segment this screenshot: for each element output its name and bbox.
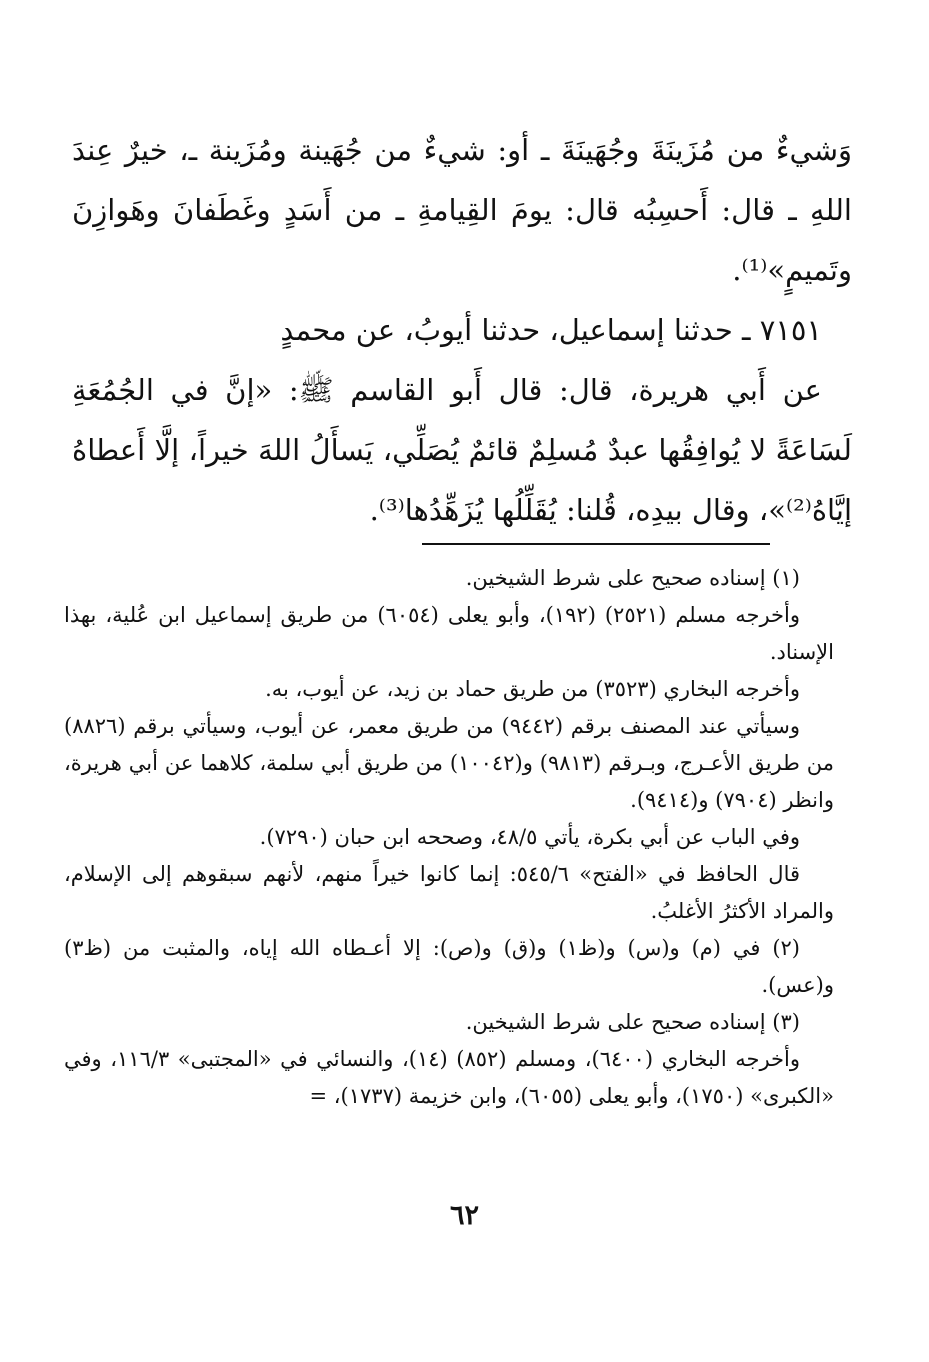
footnote-divider xyxy=(422,543,770,545)
footnote-3-paragraph: وأخرجه البخاري (٦٤٠٠)، ومسلم (٨٥٢) (١٤)، والنسائي في «المجتبى» ١١٦/٣، وفي «الكبرى» (١٧٥٠)، وأبو يعلى (٦٠٥٥)، وابن خزيمة (١٧٣٧)، = xyxy=(64,1047,834,1108)
hadith-text-7151: عن أَبي هريرة، قال: قال أَبو القاسم ﷺ: «إنَّ في الجُمُعَةِ لَسَاعَةً لا يُوافِقُها عبدٌ مُسلِمٌ قائمٌ يُصَلِّي، يَسأَلُ اللهَ خيراً، إلَّا أَعطاهُ إيَّاهُ⁽²⁾»، وقال بيدِه، قُلنا: يُقَلِّلُها يُزَهِّدُها⁽³⁾. xyxy=(72,373,852,527)
footnote-1-paragraph: وأخرجه مسلم (٢٥٢١) (١٩٢)، وأبو يعلى (٦٠٥٤) من طريق إسماعيل ابن عُلية، بهذا الإسناد. xyxy=(64,603,834,664)
footnotes xyxy=(64,560,834,1115)
footnote-1-paragraph: وأخرجه البخاري (٣٥٢٣) من طريق حماد بن زيد، عن أيوب، به. xyxy=(265,677,800,701)
footnote-1-paragraph: قال الحافظ في «الفتح» ٥٤٥/٦: إنما كانوا خيراً منهم، لأنهم سبقوهم إلى الإسلام، والمراد الأكثرُ الأغلبُ. xyxy=(64,862,834,923)
footnote-2: (٢) في (م) و(س) و(ظ١) و(ق) و(ص): إلا أعـطاه الله إياه، والمثبت من (ظ٣) و(عس). xyxy=(64,936,834,997)
footnote-3: (٣) إسناده صحيح على شرط الشيخين. xyxy=(465,1010,800,1034)
page-number: ٦٢ xyxy=(449,1200,479,1231)
main-text xyxy=(72,120,852,540)
hadith-text-continuation: وَشيءٌ من مُزَينَةَ وجُهَينَةَ ـ أو: شيءٌ من جُهَينة ومُزَينة ـ، خيرٌ عِندَ اللهِ ـ قال: أَحسِبُه قال: يومَ القِيامةِ ـ من أَسَدٍ وغَطَفانَ وهَوازِنَ وتَميمٍ»⁽¹⁾. xyxy=(72,133,852,287)
footnote-1: (١) إسناده صحيح على شرط الشيخين. xyxy=(465,566,800,590)
footnote-1-paragraph: وفي الباب عن أبي بكرة، يأتي ٤٨/٥، وصححه ابن حبان (٧٢٩٠). xyxy=(259,825,800,849)
hadith-chain-7151: ٧١٥١ ـ حدثنا إسماعيل، حدثنا أيوبُ، عن محمدٍ xyxy=(280,313,822,347)
footnote-1-paragraph: وسيأتي عند المصنف برقم (٩٤٤٢) من طريق معمر، عن أيوب، وسيأتي برقم (٨٨٢٦) من طريق الأعـرج، وبـرقم (٩٨١٣) و(١٠٠٤٢) من طريق أبي سلمة، كلاهما عن أبي هريرة، وانظر (٧٩٠٤) و(٩٤١٤). xyxy=(64,714,835,812)
